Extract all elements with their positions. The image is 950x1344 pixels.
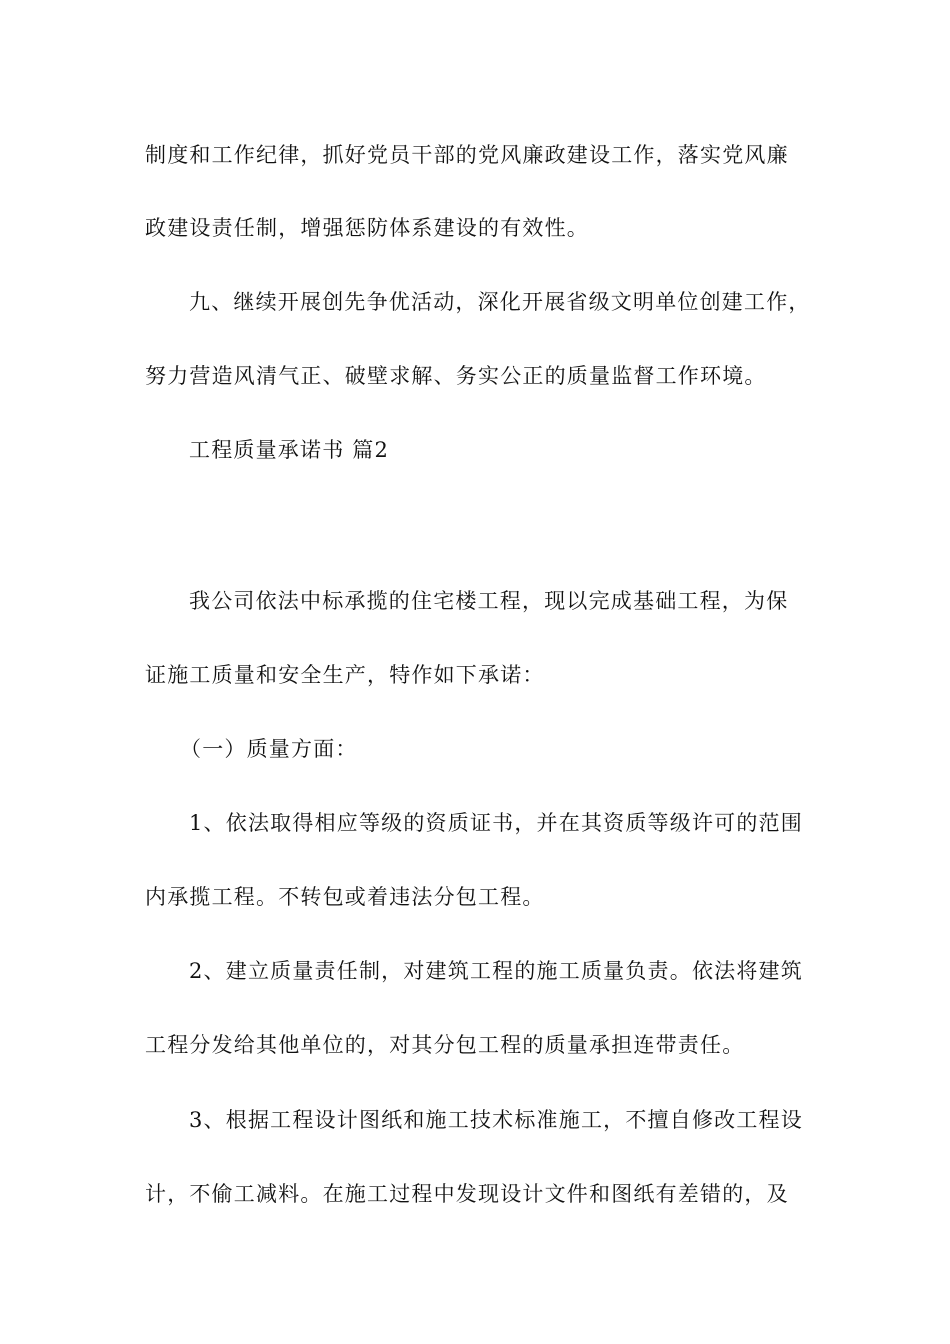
subsection-heading: （一）质量方面： (180, 737, 358, 761)
paragraph-line: 我公司依法中标承揽的住宅楼工程，现以完成基础工程，为保 (189, 589, 789, 613)
section-heading: 工程质量承诺书 篇2 (189, 438, 390, 462)
paragraph-line: 1、依法取得相应等级的资质证书，并在其资质等级许可的范围 (189, 811, 803, 835)
paragraph-line: 2、建立质量责任制，对建筑工程的施工质量负责。依法将建筑 (189, 959, 803, 983)
paragraph-line: 努力营造风清气正、破壁求解、务实公正的质量监督工作环境。 (145, 364, 767, 388)
paragraph-line: 内承揽工程。不转包或着违法分包工程。 (145, 885, 545, 909)
paragraph-line: 制度和工作纪律，抓好党员干部的党风廉政建设工作，落实党风廉 (145, 143, 789, 167)
paragraph-line: 3、根据工程设计图纸和施工技术标准施工，不擅自修改工程设 (189, 1108, 803, 1132)
paragraph-line: 九、继续开展创先争优活动，深化开展省级文明单位创建工作， (189, 290, 811, 314)
paragraph-line: 证施工质量和安全生产，特作如下承诺： (145, 663, 545, 687)
paragraph-line: 政建设责任制，增强惩防体系建设的有效性。 (145, 216, 589, 240)
paragraph-line: 计，不偷工减料。在施工过程中发现设计文件和图纸有差错的，及 (145, 1182, 789, 1206)
paragraph-line: 工程分发给其他单位的，对其分包工程的质量承担连带责任。 (145, 1033, 745, 1057)
